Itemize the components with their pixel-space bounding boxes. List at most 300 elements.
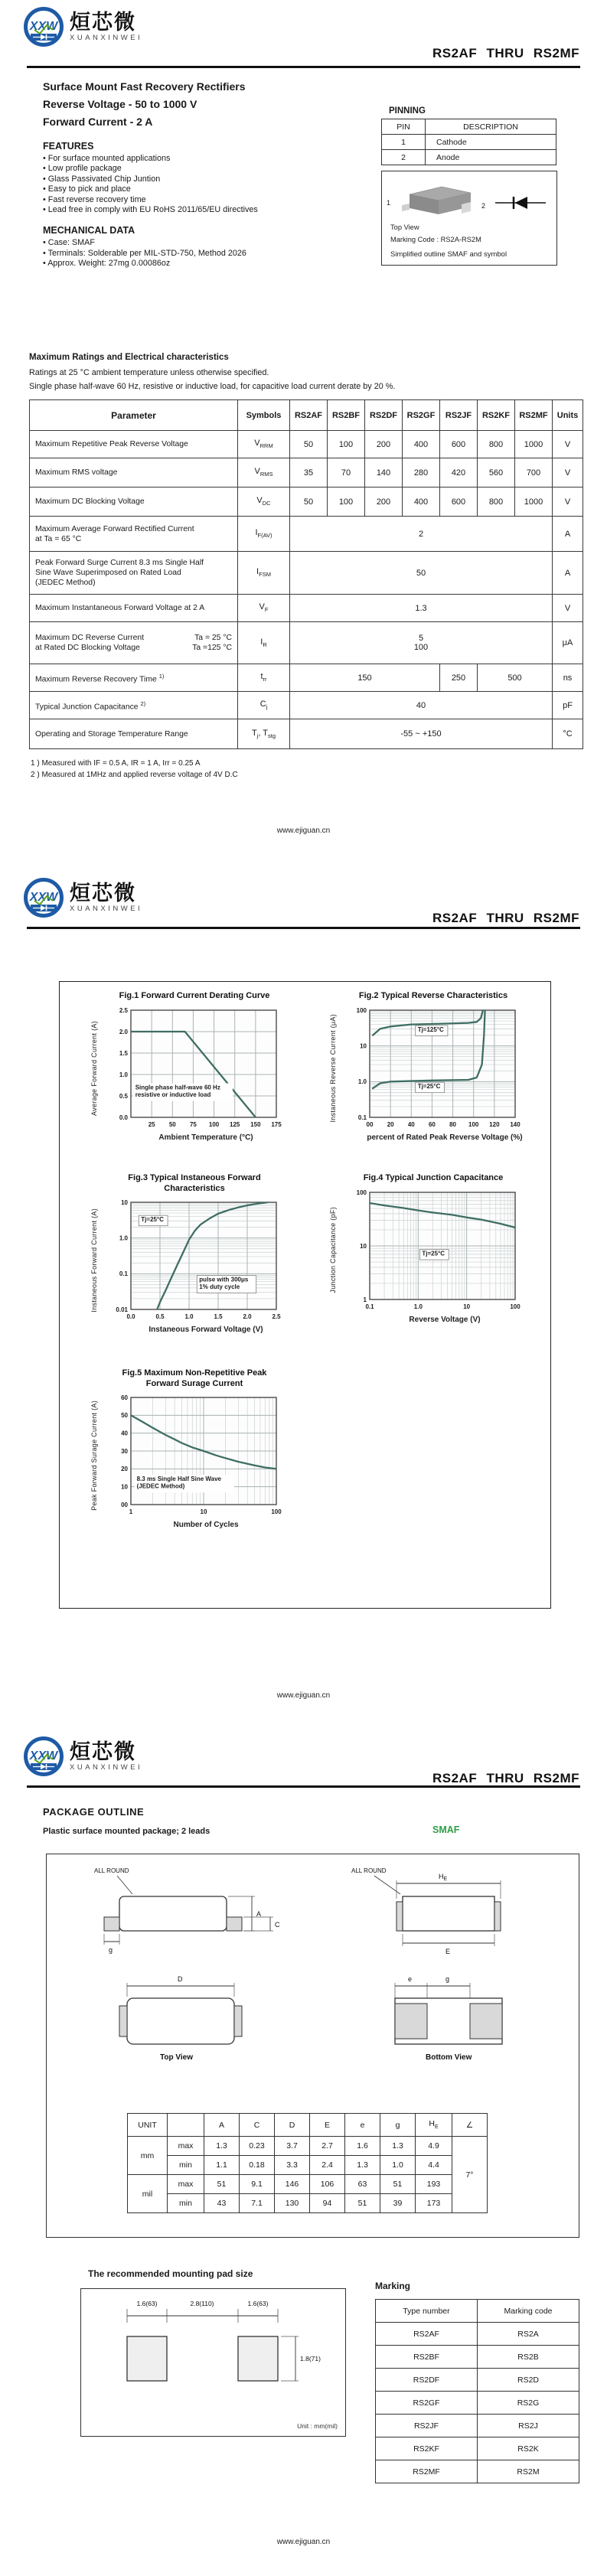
page-title: RS2AF THRU RS2MF — [432, 1771, 579, 1785]
header-rule — [27, 1785, 580, 1788]
table-cell: PIN — [382, 119, 426, 135]
features-list — [43, 154, 380, 215]
table-cell: C — [240, 2114, 275, 2137]
table-cell: 1.3 — [380, 2137, 416, 2156]
logo-mark-icon — [23, 1736, 64, 1777]
mounting-pad-box — [80, 2288, 346, 2437]
svg-text:00: 00 — [121, 1501, 128, 1508]
mounting-pad-drawing — [81, 2289, 343, 2423]
table-cell: Type number — [376, 2300, 478, 2323]
svg-text:g: g — [109, 1946, 113, 1954]
table-cell: RS2B — [478, 2346, 579, 2369]
table-cell: °C — [553, 719, 583, 749]
svg-text:30: 30 — [121, 1447, 128, 1455]
table-cell: $C_j$ — [238, 692, 290, 719]
table-cell: $V_{RMS}$ — [238, 458, 290, 487]
svg-text:XXW: XXW — [29, 1749, 58, 1762]
svg-text:e: e — [408, 1975, 413, 1983]
table-cell: 3.7 — [275, 2137, 310, 2156]
mechanical-item: • Approx. Weight: 27mg 0.00086oz — [43, 259, 380, 269]
table-cell: 800 — [478, 487, 515, 517]
table-cell: Units — [553, 400, 583, 431]
table-cell: min — [168, 2194, 204, 2213]
svg-text:XXW: XXW — [29, 20, 58, 33]
table-cell: 1.3 — [204, 2137, 240, 2156]
svg-text:40: 40 — [407, 1120, 415, 1128]
table-row — [376, 2323, 579, 2346]
fig5-xlabel: Number of Cycles — [173, 1521, 239, 1529]
table-cell: RS2DF — [365, 400, 403, 431]
fig5-title: Fig.5 Maximum Non-Repetitive Peak — [122, 1368, 267, 1378]
table-cell: 70 — [328, 458, 365, 487]
mechanical-item: • Terminals: Solderable per MIL-STD-750, Method 2026 — [43, 249, 380, 259]
fig4-plot — [341, 1186, 524, 1315]
table-cell: min — [168, 2156, 204, 2175]
svg-text:10: 10 — [121, 1198, 128, 1206]
company-logo — [23, 877, 142, 918]
footer-url: www.ejiguan.cn — [276, 827, 331, 835]
table-cell: 4.9 — [416, 2137, 452, 2156]
svg-text:1.8(71): 1.8(71) — [300, 2355, 321, 2362]
table-cell: V — [553, 458, 583, 487]
table-cell: D — [275, 2114, 310, 2137]
feature-item: • Glass Passivated Chip Juntion — [43, 174, 380, 184]
page-1 — [0, 0, 607, 859]
table-cell: RS2AF — [290, 400, 328, 431]
table-cell: A — [204, 2114, 240, 2137]
footnote-1: 1 ) Measured with IF = 0.5 A, IR = 1 A, Irr = 0.25 A — [31, 759, 201, 768]
ratings-condition-2: Single phase half-wave 60 Hz, resistive or inductive load, for capacitive load current derate by 20 %. — [29, 382, 396, 391]
fig3-forward-characteristics: Fig.3 Typical Instaneous Forward Characteristics Instaneous Forward Current (A) Tj=25°C pulse with 300μs 1% duty cycle 0.0 0.5 1.0 1.5 2.0 2.5 0.01 0.1 1.0 10 Instaneous Forward Voltage (V) — [90, 1173, 299, 1334]
table-cell: 146 — [275, 2175, 310, 2194]
svg-text:XXW: XXW — [29, 891, 58, 904]
svg-text:Tj=125°C: Tj=125°C — [417, 1026, 444, 1033]
table-cell: Maximum Repetitive Peak Reverse Voltage — [30, 431, 238, 458]
fig4-junction-capacitance — [329, 1173, 537, 1324]
svg-text:0.0: 0.0 — [126, 1313, 135, 1320]
table-cell: $V_{RRM}$ — [238, 431, 290, 458]
table-cell: 250 — [440, 664, 478, 692]
svg-text:8.3 ms Single Half Sine Wave: 8.3 ms Single Half Sine Wave — [136, 1475, 222, 1483]
figures-box — [59, 981, 551, 1609]
fig3-title: Fig.3 Typical Instaneous Forward — [128, 1173, 261, 1182]
feature-item: • Fast reverse recovery time — [43, 195, 380, 205]
table-row — [30, 400, 583, 431]
svg-text:1.6(63): 1.6(63) — [247, 2300, 269, 2307]
fig1-plot — [102, 1004, 286, 1133]
footer-url: www.ejiguan.cn — [276, 1691, 331, 1700]
logo-text-block — [70, 1741, 142, 1772]
logo-text-block — [70, 11, 142, 42]
footnote-2: 2 ) Measured at 1MHz and applied reverse voltage of 4V D.C — [31, 771, 238, 779]
table-cell: 700 — [515, 458, 553, 487]
company-logo — [23, 6, 142, 47]
svg-text:1: 1 — [129, 1508, 133, 1515]
svg-text:100: 100 — [208, 1120, 220, 1128]
svg-text:D: D — [178, 1975, 183, 1983]
logo-roman-name: XUANXINWEI — [70, 34, 143, 43]
table-cell: 43 — [204, 2194, 240, 2213]
table-cell: E — [310, 2114, 345, 2137]
table-cell: Marking code — [478, 2300, 579, 2323]
svg-text:(JEDEC Method): (JEDEC Method) — [136, 1482, 185, 1490]
table-cell: RS2J — [478, 2415, 579, 2437]
table-row — [376, 2300, 579, 2323]
table-cell: 1.3 — [290, 595, 553, 622]
svg-text:1% duty cycle: 1% duty cycle — [199, 1283, 240, 1291]
table-cell: A — [553, 517, 583, 552]
page-3 — [0, 1717, 607, 2576]
outline-top-view-label: Top View — [390, 223, 419, 231]
table-cell: RS2K — [478, 2437, 579, 2460]
table-cell: 1.0 — [380, 2156, 416, 2175]
table-cell: Cathode — [426, 135, 556, 150]
table-cell: Peak Forward Surge Current 8.3 ms Single Half Sine Wave Superimposed on Rated Load (JEDEC Method) — [30, 552, 238, 595]
table-cell: RS2AF — [376, 2323, 478, 2346]
table-row — [30, 692, 583, 719]
table-cell: Maximum Reverse Recovery Time $^{1)}$ — [30, 664, 238, 692]
pinning-table — [381, 119, 556, 165]
fig3-xlabel: Instaneous Forward Voltage (V) — [148, 1325, 263, 1334]
table-cell: RS2A — [478, 2323, 579, 2346]
svg-text:1.5: 1.5 — [119, 1049, 128, 1057]
svg-text:A: A — [256, 1910, 262, 1918]
table-row — [376, 2460, 579, 2483]
product-summary-line: Forward Current - 2 A — [43, 116, 153, 128]
fig2-xlabel: percent of Rated Peak Reverse Voltage (%) — [367, 1133, 523, 1142]
table-cell: $I_{FSM}$ — [238, 552, 290, 595]
table-cell: 5 100 — [290, 622, 553, 664]
ratings-condition-1: Ratings at 25 °C ambient temperature unless otherwise specified. — [29, 368, 269, 377]
logo-roman-name: XUANXINWEI — [70, 905, 143, 914]
table-row — [128, 2156, 488, 2175]
table-cell: RS2BF — [376, 2346, 478, 2369]
table-cell: 200 — [365, 431, 403, 458]
table-cell: ns — [553, 664, 583, 692]
table-cell: Symbols — [238, 400, 290, 431]
table-cell: e — [345, 2114, 380, 2137]
outline-marking-code: Marking Code : RS2A-RS2M — [390, 236, 481, 243]
svg-text:2.8(110): 2.8(110) — [190, 2300, 214, 2307]
table-cell: $t_{rr}$ — [238, 664, 290, 692]
table-row — [30, 517, 583, 552]
intro-block — [43, 78, 380, 269]
page-2 — [0, 859, 607, 1717]
svg-text:1.5: 1.5 — [214, 1313, 223, 1320]
table-cell: pF — [553, 692, 583, 719]
mechanical-item: • Case: SMAF — [43, 238, 380, 248]
table-row — [128, 2175, 488, 2194]
svg-text:C: C — [275, 1921, 280, 1929]
svg-text:ALL ROUND: ALL ROUND — [94, 1867, 129, 1874]
svg-text:ALL ROUND: ALL ROUND — [351, 1867, 387, 1874]
logo-chinese-name: 烜芯微 — [70, 10, 136, 34]
table-cell: -55 ~ +150 — [290, 719, 553, 749]
svg-text:40: 40 — [121, 1430, 128, 1437]
svg-text:150: 150 — [250, 1120, 261, 1128]
table-row — [128, 2114, 488, 2137]
table-cell: g — [380, 2114, 416, 2137]
table-cell: 560 — [478, 458, 515, 487]
table-cell: 50 — [290, 552, 553, 595]
package-outline-subheading: Plastic surface mounted package; 2 leads — [43, 1827, 210, 1836]
fig4-xlabel: Reverse Voltage (V) — [409, 1315, 481, 1324]
table-cell: Typical Junction Capacitance $^{2)}$ — [30, 692, 238, 719]
svg-text:1.0: 1.0 — [184, 1313, 194, 1320]
fig5-plot — [102, 1391, 286, 1520]
svg-text:75: 75 — [189, 1120, 197, 1128]
svg-text:resistive or inductive load: resistive or inductive load — [135, 1091, 211, 1098]
table-cell: $I_{F(AV)}$ — [238, 517, 290, 552]
table-cell: 1000 — [515, 431, 553, 458]
smaf-package-icon — [394, 181, 480, 220]
mounting-pad-heading: The recommended mounting pad size — [88, 2268, 253, 2279]
svg-text:1.6(63): 1.6(63) — [136, 2300, 158, 2307]
svg-text:1: 1 — [363, 1296, 367, 1303]
svg-text:25: 25 — [148, 1120, 155, 1128]
table-cell: RS2KF — [478, 400, 515, 431]
svg-text:1.0: 1.0 — [119, 1234, 128, 1242]
table-cell: RS2KF — [376, 2437, 478, 2460]
table-cell: 100 — [328, 487, 365, 517]
logo-mark-icon — [23, 6, 64, 47]
table-cell: RS2MF — [376, 2460, 478, 2483]
fig2-reverse-characteristics — [329, 991, 537, 1142]
svg-text:20: 20 — [121, 1466, 128, 1473]
table-cell: 2 — [290, 517, 553, 552]
table-cell: 7.1 — [240, 2194, 275, 2213]
table-cell: V — [553, 431, 583, 458]
table-cell: Maximum DC Blocking Voltage — [30, 487, 238, 517]
fig2-ylabel: Instaneous Reverse Current (μA) — [329, 1013, 337, 1123]
table-cell: 800 — [478, 431, 515, 458]
ratings-table — [29, 399, 583, 749]
table-cell: RS2MF — [515, 400, 553, 431]
table-cell: 7° — [452, 2137, 488, 2213]
svg-text:50: 50 — [121, 1412, 128, 1420]
table-cell: 63 — [345, 2175, 380, 2194]
footnotes — [31, 758, 238, 781]
table-cell: $H_E$ — [416, 2114, 452, 2137]
fig2-title: Fig.2 Typical Reverse Characteristics — [358, 991, 508, 1000]
svg-text:0.5: 0.5 — [119, 1092, 128, 1100]
table-cell: max — [168, 2137, 204, 2156]
table-row — [382, 119, 556, 135]
table-cell: 2.4 — [310, 2156, 345, 2175]
svg-text:10: 10 — [121, 1483, 128, 1491]
svg-text:00: 00 — [366, 1120, 374, 1128]
table-cell: ∠ — [452, 2114, 488, 2137]
fig5-surge-current: Fig.5 Maximum Non-Repetitive Peak Forward Surage Current Peak Forward Surage Current (A) 8.3 ms Single Half Sine Wave (JEDEC Method) 1 10 100 00 10 20 30 40 50 60 Number of Cycles — [90, 1368, 299, 1529]
table-cell: 150 — [290, 664, 440, 692]
table-cell: 140 — [365, 458, 403, 487]
table-row — [376, 2346, 579, 2369]
svg-text:10: 10 — [360, 1242, 367, 1250]
table-cell: 2 — [382, 150, 426, 165]
svg-text:g: g — [445, 1975, 450, 1983]
svg-text:pulse with 300μs: pulse with 300μs — [199, 1276, 249, 1283]
table-row — [30, 622, 583, 664]
table-cell: 51 — [345, 2194, 380, 2213]
feature-item: • Lead free in comply with EU RoHS 2011/65/EU directives — [43, 205, 380, 215]
table-cell: 35 — [290, 458, 328, 487]
table-row — [30, 552, 583, 595]
table-cell: Maximum Instantaneous Forward Voltage at 2 A — [30, 595, 238, 622]
table-cell: 106 — [310, 2175, 345, 2194]
svg-text:10: 10 — [463, 1303, 471, 1310]
table-cell: 0.18 — [240, 2156, 275, 2175]
table-cell: Anode — [426, 150, 556, 165]
svg-text:0.1: 0.1 — [365, 1303, 374, 1310]
fig1-title: Fig.1 Forward Current Derating Curve — [119, 991, 270, 1000]
feature-item: • Easy to pick and place — [43, 184, 380, 194]
table-cell: 3.3 — [275, 2156, 310, 2175]
package-outline-preview — [381, 171, 557, 266]
svg-text:100: 100 — [356, 1006, 367, 1014]
svg-text:10: 10 — [360, 1042, 367, 1049]
table-cell: $V_F$ — [238, 595, 290, 622]
svg-text:2.5: 2.5 — [119, 1006, 128, 1014]
table-cell: 280 — [403, 458, 440, 487]
header-rule — [27, 66, 580, 68]
svg-text:1.0: 1.0 — [119, 1071, 128, 1078]
table-cell: 40 — [290, 692, 553, 719]
table-row — [382, 135, 556, 150]
table-row — [376, 2392, 579, 2415]
table-cell: 50 — [290, 487, 328, 517]
table-cell: 1.6 — [345, 2137, 380, 2156]
svg-text:E: E — [445, 1948, 451, 1955]
features-heading: FEATURES — [43, 141, 94, 152]
fig3-plot — [102, 1196, 286, 1325]
table-row — [30, 487, 583, 517]
table-cell: $T_j$, $T_{stg}$ — [238, 719, 290, 749]
table-cell: 50 — [290, 431, 328, 458]
package-outline-heading: PACKAGE OUTLINE — [43, 1806, 145, 1818]
svg-text:Bottom View: Bottom View — [426, 2053, 472, 2062]
table-cell: $I_R$ — [238, 622, 290, 664]
table-cell: 1.3 — [345, 2156, 380, 2175]
fig1-xlabel: Ambient Temperature (°C) — [158, 1133, 253, 1142]
svg-text:Tj=25°C: Tj=25°C — [417, 1082, 441, 1090]
table-cell: RS2JF — [376, 2415, 478, 2437]
fig4-ylabel: Junction Capacitance (pF) — [329, 1207, 337, 1293]
table-cell: RS2JF — [440, 400, 478, 431]
table-cell: mm — [128, 2137, 168, 2175]
logo-text-block — [70, 882, 142, 913]
table-cell: 1.1 — [204, 2156, 240, 2175]
table-row — [30, 458, 583, 487]
svg-text:Top View: Top View — [160, 2053, 193, 2062]
table-cell: 51 — [380, 2175, 416, 2194]
svg-text:10: 10 — [200, 1508, 207, 1515]
pinning-heading: PINNING — [389, 106, 426, 116]
table-cell: 400 — [403, 487, 440, 517]
table-cell: 4.4 — [416, 2156, 452, 2175]
table-cell: 130 — [275, 2194, 310, 2213]
table-cell: RS2M — [478, 2460, 579, 2483]
table-cell: 420 — [440, 458, 478, 487]
svg-text:Tj=25°C: Tj=25°C — [141, 1216, 164, 1224]
table-cell: 39 — [380, 2194, 416, 2213]
table-row — [382, 150, 556, 165]
table-cell: mil — [128, 2175, 168, 2213]
page-title: RS2AF THRU RS2MF — [432, 911, 579, 925]
pin2-label: 2 — [481, 202, 486, 210]
table-cell: 51 — [204, 2175, 240, 2194]
table-row — [30, 595, 583, 622]
fig3-ylabel: Instaneous Forward Current (A) — [90, 1208, 98, 1312]
table-cell — [168, 2114, 204, 2137]
svg-text:60: 60 — [121, 1394, 128, 1401]
page-title: RS2AF THRU RS2MF — [432, 46, 579, 60]
table-cell: 100 — [328, 431, 365, 458]
package-drawings — [47, 1854, 579, 2111]
table-cell: $V_{DC}$ — [238, 487, 290, 517]
feature-item: • Low profile package — [43, 164, 380, 174]
mechanical-list — [43, 238, 380, 269]
table-cell: Maximum Average Forward Rectified Current at Ta = 65 °C — [30, 517, 238, 552]
dimension-table — [127, 2113, 488, 2213]
svg-text:100: 100 — [356, 1189, 367, 1196]
logo-chinese-name: 烜芯微 — [70, 881, 136, 905]
table-cell: Maximum RMS voltage — [30, 458, 238, 487]
table-cell: 193 — [416, 2175, 452, 2194]
svg-text:120: 120 — [489, 1120, 500, 1128]
svg-text:0.01: 0.01 — [116, 1306, 128, 1313]
svg-text:0.0: 0.0 — [119, 1114, 128, 1121]
fig5-ylabel: Peak Forward Surage Current (A) — [90, 1400, 98, 1511]
svg-text:Tj=25°C: Tj=25°C — [422, 1250, 445, 1257]
svg-text:0.5: 0.5 — [155, 1313, 165, 1320]
svg-text:140: 140 — [510, 1120, 521, 1128]
table-cell: 200 — [365, 487, 403, 517]
fig1-ylabel: Average Forward Current (A) — [90, 1020, 98, 1116]
table-cell: max — [168, 2175, 204, 2194]
table-cell: 1000 — [515, 487, 553, 517]
svg-text:0.1: 0.1 — [119, 1270, 128, 1278]
footer-url: www.ejiguan.cn — [276, 2538, 331, 2546]
package-name: SMAF — [432, 1824, 460, 1835]
product-summary-line: Surface Mount Fast Recovery Rectifiers — [43, 80, 246, 93]
logo-roman-name: XUANXINWEI — [70, 1763, 143, 1772]
svg-text:100: 100 — [468, 1120, 479, 1128]
table-cell: Maximum DC Reverse Current Ta = 25 °C at Rated DC Blocking Voltage Ta =125 °C — [30, 622, 238, 664]
table-row — [376, 2415, 579, 2437]
company-logo — [23, 1736, 142, 1777]
table-cell: RS2BF — [328, 400, 365, 431]
svg-text:Single phase half-wave 60 Hz: Single phase half-wave 60 Hz — [135, 1084, 220, 1091]
table-cell: V — [553, 595, 583, 622]
outline-caption: Simplified outline SMAF and symbol — [390, 250, 507, 259]
product-summary-line: Reverse Voltage - 50 to 1000 V — [43, 98, 197, 110]
svg-text:1.0: 1.0 — [413, 1303, 423, 1310]
fig1-derating-curve — [90, 991, 299, 1142]
table-row — [376, 2437, 579, 2460]
feature-item: • For surface mounted applications — [43, 154, 380, 164]
table-cell: 0.23 — [240, 2137, 275, 2156]
svg-text:50: 50 — [168, 1120, 176, 1128]
svg-text:20: 20 — [387, 1120, 394, 1128]
fig4-title: Fig.4 Typical Junction Capacitance — [363, 1173, 504, 1182]
table-cell: 173 — [416, 2194, 452, 2213]
table-row — [376, 2369, 579, 2392]
table-cell: RS2DF — [376, 2369, 478, 2392]
svg-text:60: 60 — [428, 1120, 436, 1128]
table-cell: V — [553, 487, 583, 517]
svg-text:1.0: 1.0 — [357, 1078, 367, 1085]
table-cell: μA — [553, 622, 583, 664]
